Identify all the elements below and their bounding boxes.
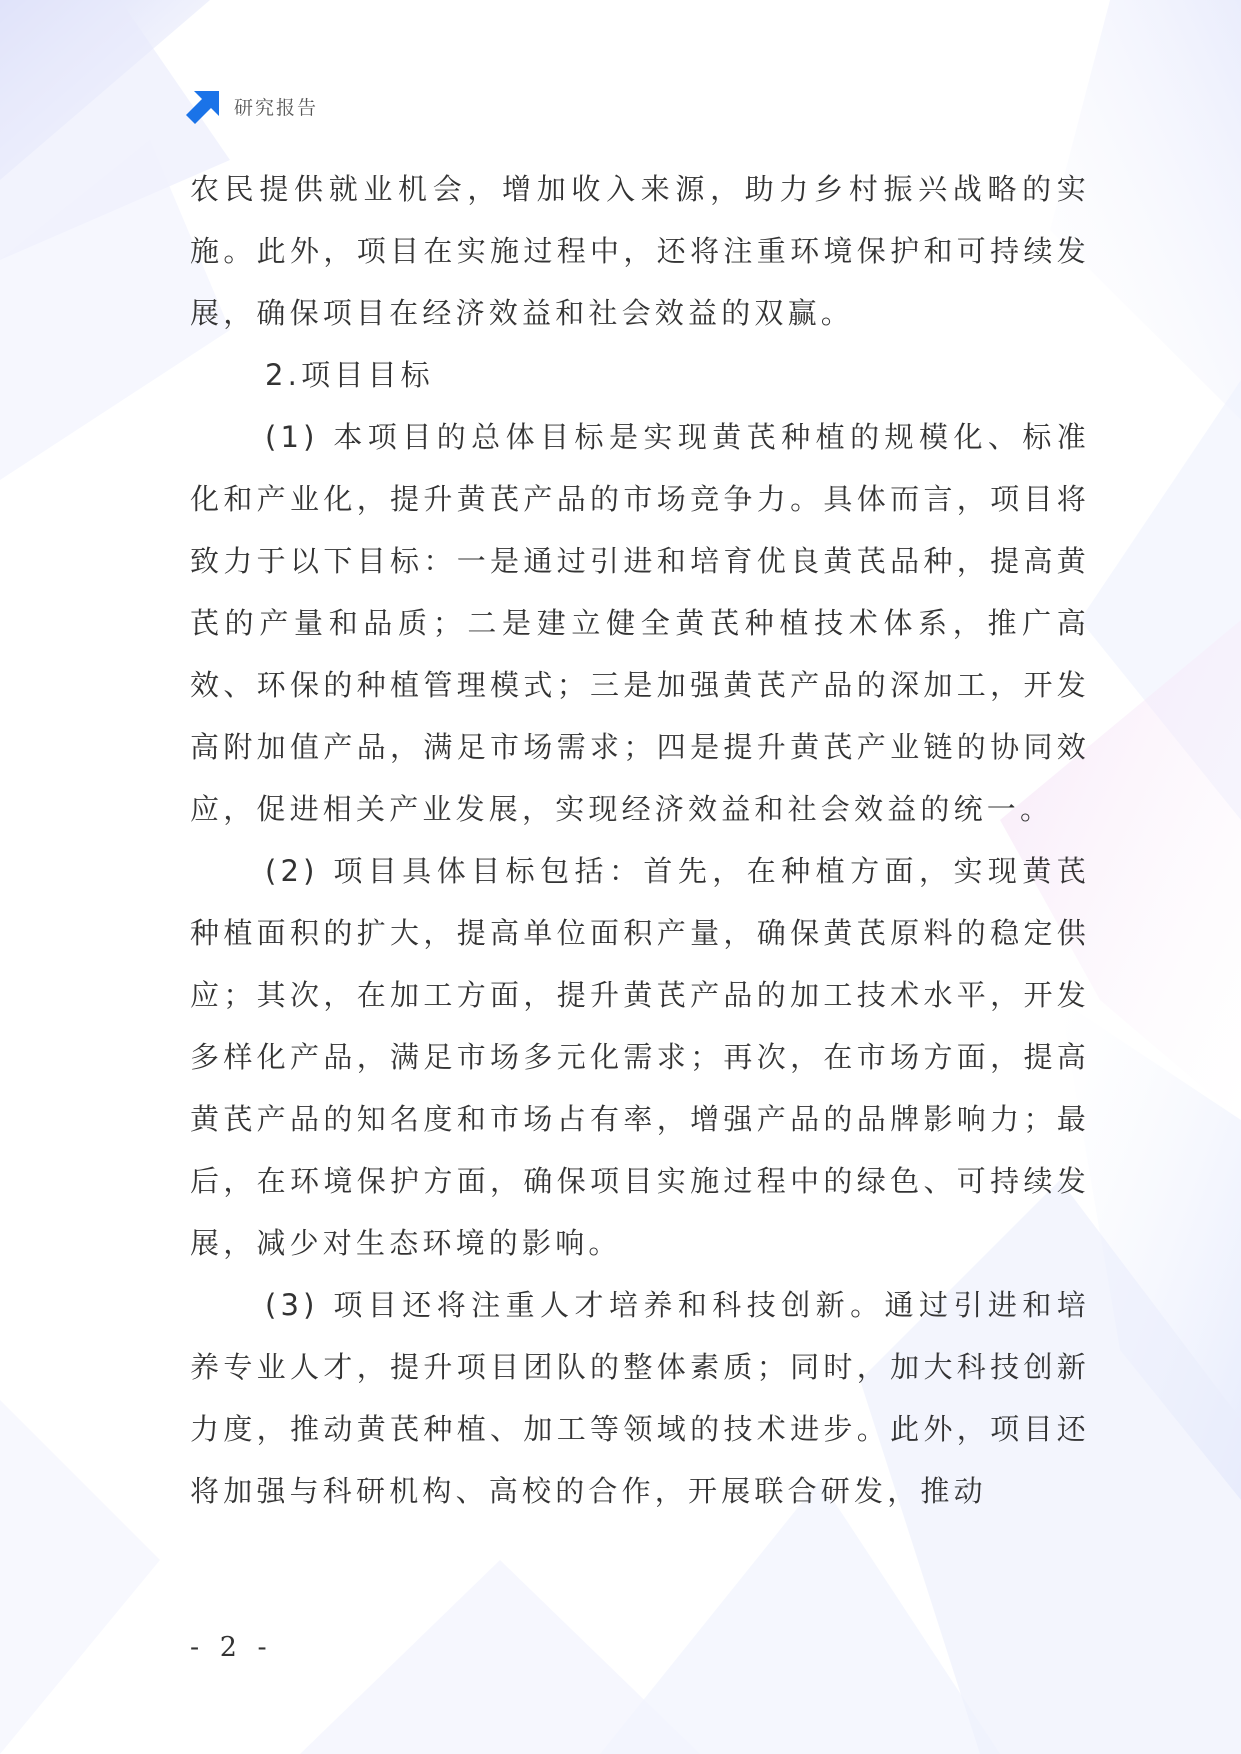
paragraph-overall-goal: (1) 本项目的总体目标是实现黄芪种植的规模化、标准化和产业化，提升黄芪产品的市场竞争力。具体而言，项目将致力于以下目标：一是通过引进和培育优良黄芪品种，提高黄芪的产量和品质；二是建立健全黄芪种植技术体系，推广高效、环保的种植管理模式；三是加强黄芪产品的深加工，开发高附加值产品，满足市场需求；四是提升黄芪产业链的协同效应，促进相关产业发展，实现经济效益和社会效益的统一。 [190,420,1090,826]
arrow-up-right-icon [186,88,222,124]
paragraph-continuation: 农民提供就业机会，增加收入来源，助力乡村振兴战略的实施。此外，项目在实施过程中，还将注重环境保护和可持续发展，确保项目在经济效益和社会效益的双赢。 [190,172,1090,330]
document-body [190,158,1090,1522]
report-header [186,88,318,124]
header-title: 研究报告 [234,96,319,119]
paragraph-talent-innovation: (3) 项目还将注重人才培养和科技创新。通过引进和培养专业人才，提升项目团队的整体素质；同时，加大科技创新力度，推动黄芪种植、加工等领域的技术进步。此外，项目还将加强与科研机构、高校的合作，开展联合研发，推动 [190,1288,1090,1508]
section-heading: 2.项目目标 [265,358,434,392]
page-number: - 2 - [190,1632,273,1663]
paragraph-specific-goals: (2) 项目具体目标包括：首先，在种植方面，实现黄芪种植面积的扩大，提高单位面积产量，确保黄芪原料的稳定供应；其次，在加工方面，提升黄芪产品的加工技术水平，开发多样化产品，满足市场多元化需求；再次，在市场方面，提高黄芪产品的知名度和市场占有率，增强产品的品牌影响力；最后，在环境保护方面，确保项目实施过程中的绿色、可持续发展，减少对生态环境的影响。 [190,854,1090,1260]
